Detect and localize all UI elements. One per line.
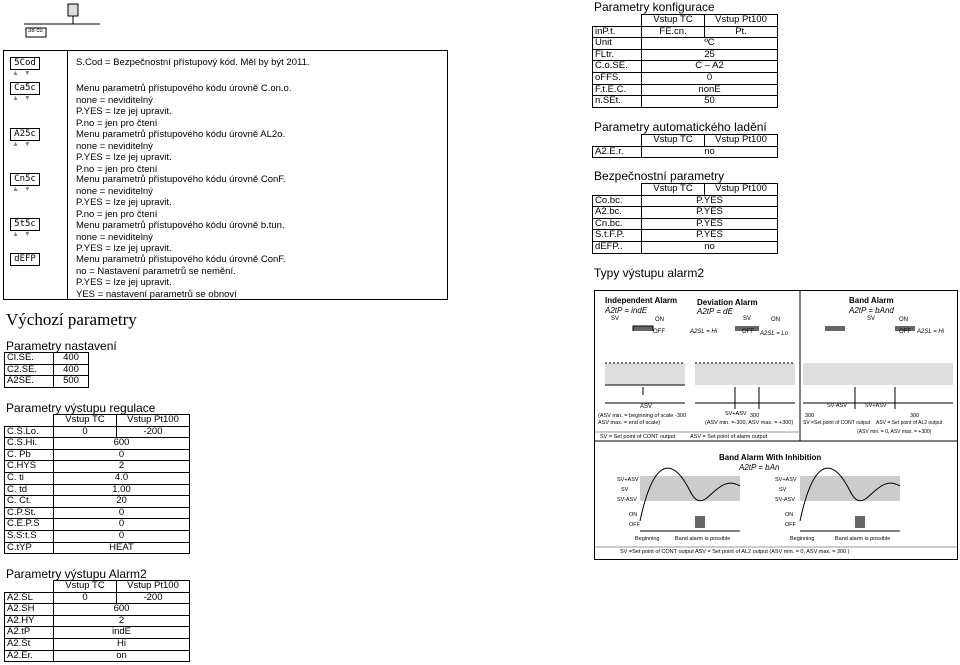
inhibit-beginning: Beginning [635,536,660,542]
param-value-cell: Hi [54,638,190,650]
param-name-cell: A2.Er. [5,650,54,662]
device-sketch [12,0,112,40]
param-name-cell: C.o.SE. [593,61,642,73]
regulation-title: Parametry výstupu regulace [6,401,156,415]
regulation-table [4,414,190,554]
column-header [5,415,54,427]
param-value-cell: 2 [54,461,190,473]
band-off: OFF [899,329,911,335]
table-row [593,61,778,73]
param-value-cell: 0 [54,530,190,542]
table-row [5,449,190,461]
table-row [5,353,89,365]
table-header-row [593,135,778,147]
column-header: Vstup TC [642,135,705,147]
column-header: Vstup TC [642,15,705,27]
param-value-cell: HEAT [54,542,190,554]
table-row [5,496,190,508]
column-header: Vstup TC [54,415,117,427]
param-value-cell: 0 [54,507,190,519]
table-row [5,426,190,438]
param-value-cell: 400 [54,364,89,376]
param-value-cell: no [642,241,778,253]
independent-code: A2tP = indE [605,306,648,315]
alarm2-table [4,580,190,662]
param-value-cell: C – A2 [642,61,778,73]
inhibit-sv-plus: SV+ASV [617,477,639,483]
param-name-cell: A2.SL [5,592,54,604]
code-desc-cosc: Menu parametrů přístupového kódu úrovně C.on.o. none = neviditelný P.YES = lze jej upravit. P.no = jen pro čtení [76,83,292,129]
independent-a2sl: A2SL = Hi [690,329,718,335]
band-note2: ASV = Set point of AL2 output [876,420,943,426]
param-name-cell: C.E.P.S [5,519,54,531]
table-row [593,241,778,253]
param-name-cell: A2.tP [5,627,54,639]
param-value-cell: -200 [117,592,190,604]
column-header: Vstup TC [54,581,117,593]
inhibit-sv-minus-2: SV-ASV [775,497,795,503]
table-row [5,461,190,473]
table-row [5,438,190,450]
band-a2sl: A2SL = Hi [917,329,945,335]
param-value-cell: 600 [54,604,190,616]
param-name-cell: C.S.Lo. [5,426,54,438]
table-row [5,484,190,496]
param-name-cell: C.S.Hi. [5,438,54,450]
param-value-cell: 20 [54,496,190,508]
param-name-cell: C.tYP [5,542,54,554]
lcd-defp: dEFP [10,253,40,266]
deviation-sv-asv: SV+ASV [725,411,747,417]
table-header-row [593,184,778,196]
param-value-cell: no [642,146,778,158]
inhibit-on-2: ON [785,512,794,518]
column-header [593,184,642,196]
independent-off: OFF [653,329,665,335]
arrow-icons: ▲▼ [12,95,36,102]
inhibit-sv: SV [621,487,629,493]
code-desc-stsc: Menu parametrů přístupového kódu úrovně b.tun. none = neviditelný P.YES = lze jej upravit. [76,220,285,254]
table-row [593,72,778,84]
code-desc-scod: S.Cod = Bezpečnostní přístupový kód. Měl by být 2011. [76,57,310,68]
band-sv: SV [867,316,876,322]
inhibit-title: Band Alarm With Inhibition [719,453,822,462]
param-name-cell: n.SEt. [593,96,642,108]
band-sv-minus: SV-ASV [827,403,847,409]
param-name-cell: S.t.F.P. [593,230,642,242]
param-name-cell: oFFS. [593,72,642,84]
param-value-cell: FE.cn. [642,26,705,38]
param-value-cell: 600 [54,438,190,450]
lcd-5t5c: 5t5c [10,218,40,231]
alarm-types-diagram [594,290,958,560]
param-value-cell: 0 [54,449,190,461]
param-value-cell: 4.0 [54,472,190,484]
column-header [5,581,54,593]
arrow-icons: ▲▼ [12,141,36,148]
param-value-cell: 1.00 [54,484,190,496]
device-display-label: 38 cu [28,28,43,34]
param-value-cell: P.YES [642,218,778,230]
code-desc-cnsc: Menu parametrů přístupového kódu úrovně ConF. none = neviditelný P.YES = lze jej upravit. P.no = jen pro čtení [76,174,286,220]
param-name-cell: A2.E.r. [593,146,642,158]
param-name-cell: C. ti [5,472,54,484]
lcd-ca5c: Ca5c [10,82,40,95]
device-sketch-icon [12,0,112,40]
inhibit-off-2: OFF [785,522,796,528]
param-value-cell: 0 [54,426,117,438]
independent-note1: (ASV min. = beginning of scale [598,413,674,419]
column-header [593,135,642,147]
band-code: A2tP = bAnd [849,306,894,315]
table-row [593,38,778,50]
band-300a: 300 [805,413,815,419]
param-name-cell: C. Pb [5,449,54,461]
param-name-cell: A2.HY [5,615,54,627]
band-title: Band Alarm [849,296,894,305]
defaults-title: Výchozí parametry [6,310,137,329]
param-value-cell: 2 [54,615,190,627]
inhibit-note: SV =Set point of CONT output ASV = Set point of AL2 output (ASV min. = 0, ASV max. = 300 ) [620,549,850,555]
access-codes-panel [3,50,448,300]
column-header: Vstup Pt100 [117,415,190,427]
param-value-cell: indE [54,627,190,639]
param-value-cell: P.YES [642,207,778,219]
inhibit-on: ON [629,512,638,518]
param-name-cell: dEFP.. [593,241,642,253]
param-value-cell: 0 [642,72,778,84]
table-row [593,230,778,242]
band-sv-plus: SV+ASV [865,403,887,409]
param-name-cell: A2SE. [5,376,54,388]
autotune-table [592,134,778,158]
inhibit-sv-2: SV [779,487,787,493]
deviation-code: A2tP = dE [697,307,733,316]
table-row [593,26,778,38]
settings-table [4,352,89,388]
table-header-row [5,415,190,427]
inhibit-sv-plus-2: SV+ASV [775,477,797,483]
settings-title: Parametry nastavení [6,339,117,353]
table-header-row [593,15,778,27]
arrow-icons: ▲▼ [12,186,36,193]
table-row [593,207,778,219]
lcd-a25c: A25c [10,128,40,141]
table-row [5,592,190,604]
table-row [5,519,190,531]
deviation-title: Deviation Alarm [697,298,758,307]
column-header: Vstup TC [642,184,705,196]
legend-sv: SV = Set point of CONT output [600,434,676,440]
deviation-plus300: 300 [750,413,760,419]
band-on: ON [899,317,908,323]
inhibit-possible-2: Band alarm is possible [835,536,891,542]
code-desc-defp: Menu parametrů přístupového kódu úrovně ConF. no = Nastavení parametrů se nemění. P.YES = lze jej upravit. YES = nastavení parametrů se obnoví [76,254,286,300]
column-header: Vstup Pt100 [705,135,778,147]
param-value-cell: 400 [54,353,89,365]
alarm-types-title: Typy výstupu alarm2 [594,266,705,280]
param-name-cell: S.S:t.S [5,530,54,542]
autotune-title: Parametry automatického ladění [594,120,767,134]
param-name-cell: C. td [5,484,54,496]
independent-title: Independent Alarm [605,296,678,305]
independent-asv: ASV [640,404,653,410]
param-name-cell: inP.t. [593,26,642,38]
table-row [593,96,778,108]
column-header [593,15,642,27]
param-name-cell: Cn.bc. [593,218,642,230]
table-row [5,376,89,388]
table-row [5,472,190,484]
param-name-cell: Co.bc. [593,195,642,207]
table-row [5,650,190,662]
param-value-cell: nonE [642,84,778,96]
table-row [593,49,778,61]
code-desc-a2sc: Menu parametrů přístupového kódu úrovně AL2o. none = neviditelný P.YES = lze jej upravit. P.no = jen pro čtení [76,129,286,175]
arrow-icons: ▲▼ [12,231,36,238]
band-note3: (ASV min. = 0, ASV max. = +300) [857,429,932,435]
config-table [592,14,778,108]
param-name-cell: A2.SH [5,604,54,616]
param-value-cell: on [54,650,190,662]
param-name-cell: A2.St [5,638,54,650]
table-row [5,604,190,616]
param-value-cell: -200 [117,426,190,438]
arrow-icons: ▲▼ [12,70,36,77]
param-value-cell: Pt. [705,26,778,38]
deviation-on: ON [771,317,780,323]
deviation-sv: SV [743,316,752,322]
param-value-cell: ºC [642,38,778,50]
param-name-cell: C. Ct. [5,496,54,508]
independent-note2: ASV max. = end of scale) [598,420,661,426]
param-name-cell: Cl.SE. [5,353,54,365]
table-row [593,218,778,230]
deviation-note: (ASV min. =-300, ASV max. = +300) [705,420,794,426]
safety-table [592,183,778,254]
lcd-cn5c: Cn5c [10,173,40,186]
table-row [5,638,190,650]
param-name-cell: C.HYS [5,461,54,473]
param-value-cell: 500 [54,376,89,388]
table-row [593,146,778,158]
alarm2-title: Parametry výstupu Alarm2 [6,567,147,581]
inhibit-off: OFF [629,522,640,528]
independent-sv: SV [611,316,620,322]
param-value-cell: P.YES [642,230,778,242]
param-name-cell: C2.SE. [5,364,54,376]
param-value-cell: 0 [54,519,190,531]
inhibit-beginning-2: Beginning [790,536,815,542]
legend-asv: ASV = Set point of alarm output [690,434,768,440]
inhibit-code: A2tP = bAn [739,463,780,472]
inhibit-possible: Band alarm is possible [675,536,731,542]
param-name-cell: FLtr. [593,49,642,61]
table-row [593,84,778,96]
deviation-minus300: -300 [675,413,687,419]
table-row [5,364,89,376]
table-row [5,530,190,542]
table-row [5,627,190,639]
independent-on: ON [655,317,664,323]
param-value-cell: 25 [642,49,778,61]
column-header: Vstup Pt100 [705,15,778,27]
lcd-5cod: 5Cod [10,57,40,70]
param-name-cell: A2.bc. [593,207,642,219]
param-name-cell: Unit [593,38,642,50]
column-header: Vstup Pt100 [117,581,190,593]
table-row [5,615,190,627]
param-value-cell: P.YES [642,195,778,207]
deviation-off: OFF [742,329,754,335]
param-value-cell: 0 [54,592,117,604]
inhibit-sv-minus: SV-ASV [617,497,637,503]
config-title: Parametry konfigurace [594,0,715,14]
param-name-cell: C.P.St. [5,507,54,519]
safety-title: Bezpečnostní parametry [594,169,725,183]
deviation-a2sl: A2SL = Lo [760,331,789,337]
table-row [593,195,778,207]
table-row [5,542,190,554]
column-header: Vstup Pt100 [705,184,778,196]
band-note1: SV =Set point of CONT output [803,420,871,426]
band-300b: 300 [910,413,920,419]
table-row [5,507,190,519]
param-name-cell: F.t.E.C. [593,84,642,96]
table-header-row [5,581,190,593]
param-value-cell: 50 [642,96,778,108]
